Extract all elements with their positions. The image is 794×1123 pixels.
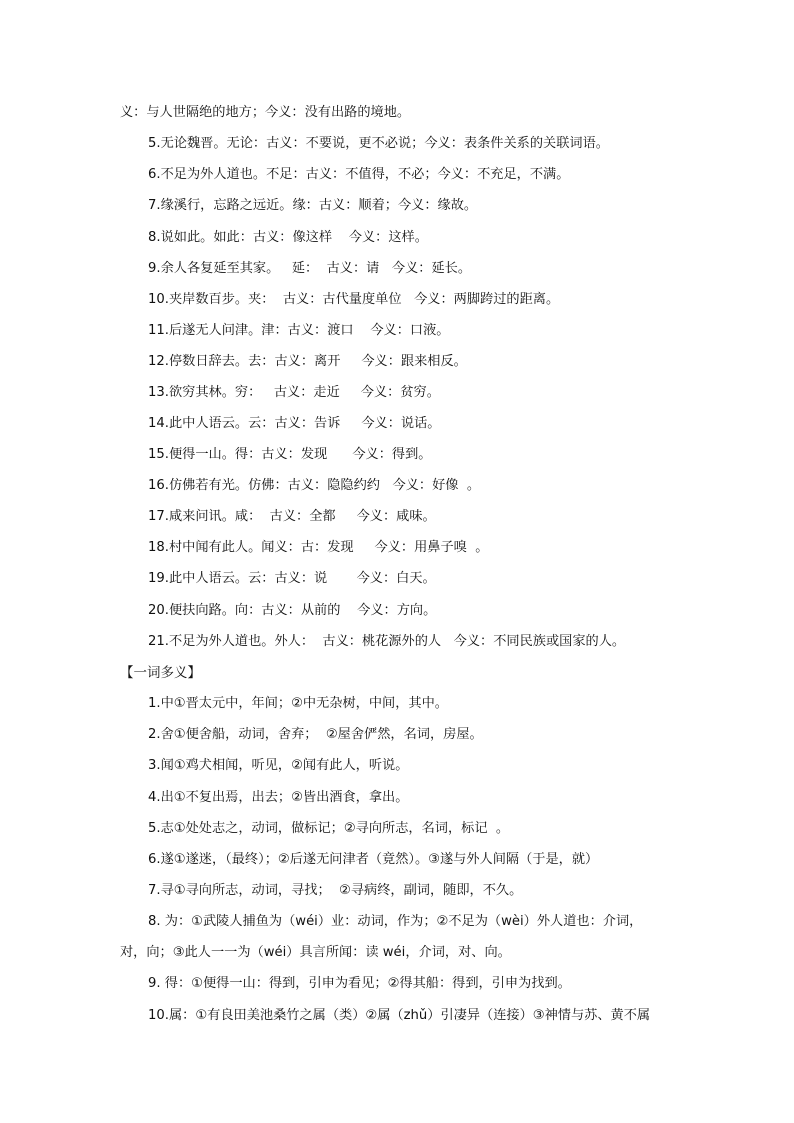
text-line: 20.便扶向路。向：古义：从前的 今义：方向。: [148, 603, 437, 618]
text-line: 19.此中人语云。云：古义：说 今义：白天。: [148, 571, 436, 586]
text-line: 12.停数日辞去。去：古义：离开 今义：跟来相反。: [148, 354, 467, 369]
text-line: 5.志①处处志之，动词，做标记；②寻向所志，名词，标记 。: [148, 821, 510, 836]
text-line: 6.遂①遂迷，（最终）；②后遂无问津者（竟然）。③遂与外人间隔（于是，就）: [148, 852, 599, 867]
text-line: 16.仿佛若有光。仿佛：古义：隐隐约约 今义：好像 。: [148, 478, 481, 493]
text-line: 18.村中闻有此人。闻义：古：发现 今义：用鼻子嗅 。: [148, 540, 489, 555]
text-line: 5.无论魏晋。无论：古义：不要说，更不必说；今义：表条件关系的关联词语。: [148, 136, 609, 151]
text-line: 3.闻①鸡犬相闻，听见，②闻有此人，听说。: [148, 758, 409, 773]
text-line: 7.寻①寻向所志，动词，寻找； ②寻病终，副词，随即，不久。: [148, 883, 523, 898]
text-line: 10.属：①有良田美池桑竹之属（类）②属（zhǔ）引凄异（连接）③神情与苏、黄不属: [148, 1008, 651, 1023]
text-line: 11.后遂无人问津。津：古义：渡口 今义：口液。: [148, 323, 450, 338]
text-line: 7.缘溪行，忘路之远近。缘：古义：顺着；今义：缘故。: [148, 198, 478, 213]
text-line: 8.说如此。如此：古义：像这样 今义：这样。: [148, 230, 428, 245]
text-line: 9. 得：①便得一山：得到，引申为看见；②得其船：得到，引申为找到。: [148, 976, 571, 991]
text-line: 13.欲穷其林。穷： 古义：走近 今义：贫穷。: [148, 385, 440, 400]
text-line: 9.余人各复延至其家。 延： 古义：请 今义：延长。: [148, 261, 472, 276]
text-line: 17.咸来问讯。咸： 古义：全都 今义：咸味。: [148, 509, 436, 524]
text-line: 21.不足为外人道也。外人： 古义：桃花源外的人 今义：不同民族或国家的人。: [148, 634, 626, 649]
text-line: 10.夹岸数百步。夹： 古义：古代量度单位 今义：两脚跨过的距离。: [148, 292, 560, 307]
text-line: 1.中①晋太元中，年间；②中无杂树，中间，其中。: [148, 696, 448, 711]
text-line: 8. 为：①武陵人捕鱼为（wéi）业：动词，作为；②不足为（wèi）外人道也：介词，: [148, 914, 643, 929]
text-line: 15.便得一山。得：古义：发现 今义：得到。: [148, 447, 432, 462]
text-line: 6.不足为外人道也。不足：古义：不值得，不必；今义：不充足，不满。: [148, 167, 570, 182]
text-line: 对，向；③此人一一为（wéi）具言所闻：读 wéi，介词，对、向。: [120, 945, 511, 960]
text-line: 义：与人世隔绝的地方；今义：没有出路的境地。: [120, 105, 411, 120]
text-line: 2.舍①便舍船，动词，舍弃； ②屋舍俨然，名词，房屋。: [148, 727, 483, 742]
section-heading: 【一词多义】: [120, 665, 201, 681]
text-line: 4.出①不复出焉，出去；②皆出酒食，拿出。: [148, 790, 409, 805]
text-line: 14.此中人语云。云：古义：告诉 今义：说话。: [148, 416, 441, 431]
